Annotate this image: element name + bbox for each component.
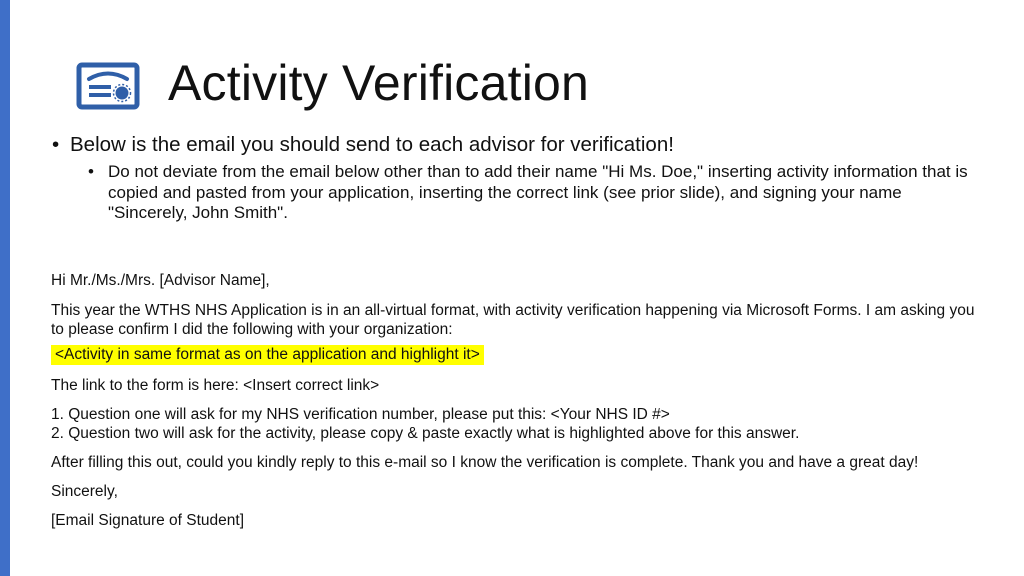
bullet-dot: • (88, 162, 94, 181)
email-closing-request: After filling this out, could you kindly reply to this e-mail so I know the verification is complete. Thank you and have a great day! (51, 454, 919, 471)
sub-bullet-text: Do not deviate from the email below other than to add their name "Hi Ms. Doe," inserting activity information that is copied and pasted from your application, inserting the correct link (see prior slide), and signing your name "Sincerely, John Smith". (108, 162, 968, 222)
main-bullet-text: Below is the email you should send to each advisor for verification! (70, 133, 674, 156)
activity-placeholder-line (51, 345, 981, 364)
page-title: Activity Verification (168, 55, 590, 111)
main-bullet (52, 132, 982, 158)
email-signature: [Email Signature of Student] (51, 512, 245, 529)
left-accent-bar (0, 0, 10, 576)
instruction-bullets (52, 132, 982, 224)
activity-placeholder: <Activity in same format as on the application and highlight it> (51, 345, 484, 365)
email-greeting: Hi Mr./Ms./Mrs. [Advisor Name], (51, 272, 270, 289)
email-signoff: Sincerely, (51, 483, 118, 500)
email-template (51, 271, 981, 530)
certificate-icon (76, 62, 140, 110)
email-question-1: 1. Question one will ask for my NHS verification number, please put this: <Your NHS ID #> (51, 406, 670, 423)
sub-bullet (88, 162, 982, 224)
bullet-dot: • (52, 133, 60, 156)
email-question-2: 2. Question two will ask for the activity, please copy & paste exactly what is highlighted above for this answer. (51, 425, 800, 442)
email-intro: This year the WTHS NHS Application is in an all-virtual format, with activity verification happening via Microsoft Forms. I am asking you to please confirm I did the following with your organization: (51, 302, 975, 338)
email-link-line: The link to the form is here: <Insert correct link> (51, 377, 380, 394)
